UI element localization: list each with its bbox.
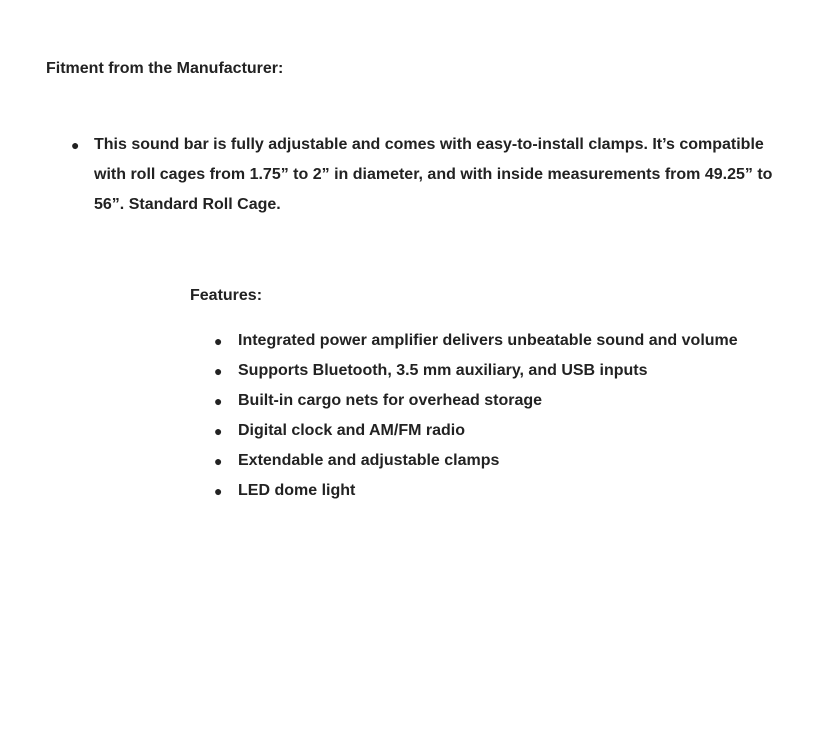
list-item (190, 386, 790, 416)
feature-item-text: Supports Bluetooth, 3.5 mm auxiliary, and USB inputs (238, 362, 648, 379)
bullet-icon: ● (214, 333, 223, 349)
list-item (190, 446, 790, 476)
bullet-icon: ● (71, 137, 80, 153)
bullet-icon: ● (214, 483, 223, 499)
list-item (190, 416, 790, 446)
list-item (190, 476, 790, 506)
features-heading: Features: (190, 287, 263, 304)
feature-item-text: LED dome light (238, 482, 356, 499)
list-item (46, 130, 776, 220)
bullet-icon: ● (214, 363, 223, 379)
feature-item-text: Integrated power amplifier delivers unbeatable sound and volume (238, 332, 738, 349)
fitment-list (46, 130, 776, 220)
feature-item-text: Digital clock and AM/FM radio (238, 422, 465, 439)
bullet-icon: ● (214, 453, 223, 469)
fitment-heading: Fitment from the Manufacturer: (46, 60, 284, 77)
bullet-icon: ● (214, 423, 223, 439)
features-list (190, 326, 790, 506)
list-item (190, 356, 790, 386)
bullet-icon: ● (214, 393, 223, 409)
list-item (190, 326, 790, 356)
feature-item-text: Extendable and adjustable clamps (238, 452, 500, 469)
feature-item-text: Built-in cargo nets for overhead storage (238, 392, 543, 409)
fitment-item-text: This sound bar is fully adjustable and comes with easy-to-install clamps. It’s compatible with roll cages from 1.75” to 2” in diameter, and with inside measurements from 49.25” to 56”. Standard Roll Cage. (94, 136, 773, 213)
